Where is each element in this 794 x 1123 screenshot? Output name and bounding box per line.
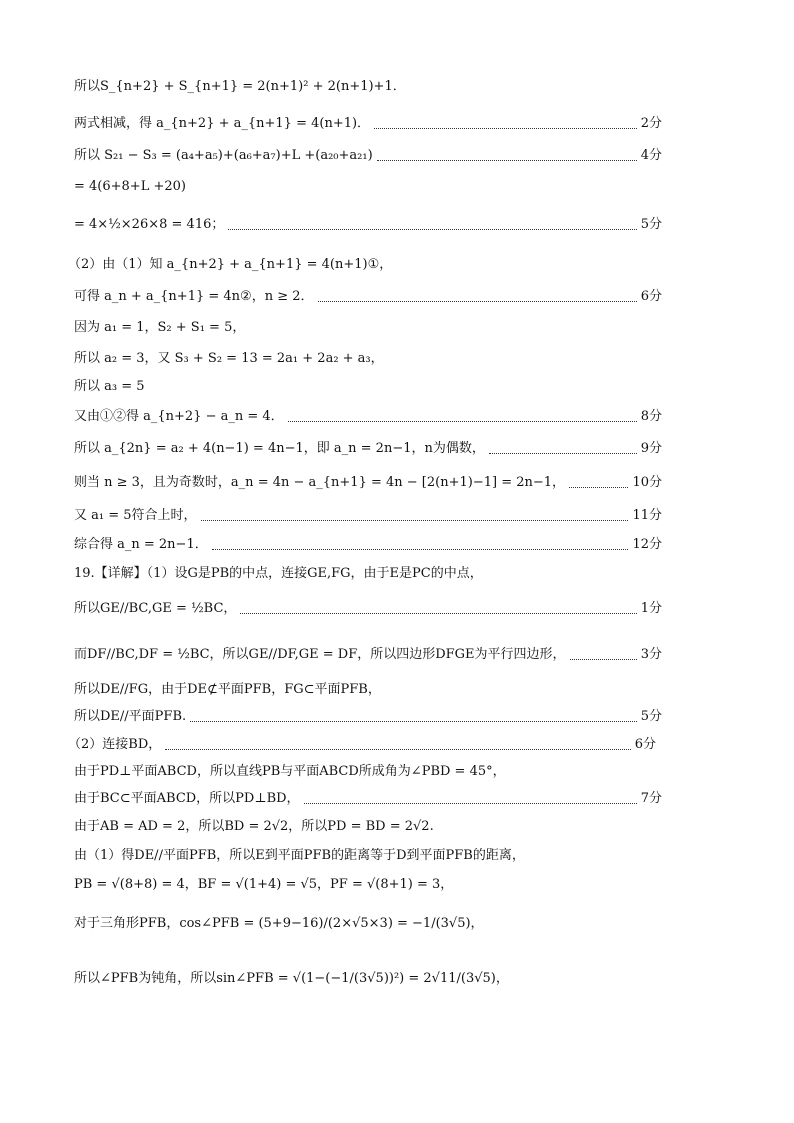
score-mark: 8分: [640, 409, 662, 424]
line-text: 对于三角形PFB，cos∠PFB = (5+9−16)/(2×√5×3) = −1/(3√5)，: [74, 916, 484, 931]
text-line-28: [74, 970, 662, 988]
text-line-25: [74, 847, 662, 865]
line-text: 所以S_{n+2} + S_{n+1} = 2(n+1)² + 2(n+1)+1．: [74, 79, 406, 94]
line-text: 所以DE//平面PFB.: [74, 709, 187, 724]
score-mark: 12分: [632, 537, 662, 552]
text-line-16: [74, 565, 662, 583]
text-line-13: [74, 474, 662, 492]
line-text: 由于AB = AD = 2，所以BD = 2√2，所以PD = BD = 2√2.: [74, 819, 434, 834]
dot-leader: [190, 721, 637, 722]
text-line-26: [74, 876, 662, 894]
score-mark: 10分: [632, 475, 662, 490]
dot-leader: [318, 301, 637, 302]
score-mark: 3分: [640, 647, 662, 662]
dot-leader: [240, 613, 636, 614]
dot-leader: [569, 487, 628, 488]
score-mark: 5分: [640, 709, 662, 724]
line-text: 综合得 a_n = 2n−1．: [74, 537, 208, 552]
score-mark: 9分: [640, 441, 662, 456]
line-text: （2）连接BD，: [68, 737, 162, 752]
score-mark: 2分: [640, 116, 662, 131]
dot-leader: [288, 421, 637, 422]
line-text: 由（1）得DE//平面PFB，所以E到平面PFB的距离等于D到平面PFB的距离，: [74, 848, 525, 863]
line-text: 又 a₁ = 5符合上时，: [74, 508, 197, 523]
text-line-2: [74, 115, 662, 133]
text-line-23: [74, 790, 662, 808]
text-line-12: [74, 440, 662, 458]
dot-leader: [377, 160, 637, 161]
line-text: 因为 a₁ = 1，S₂ + S₁ = 5，: [74, 320, 246, 335]
line-text: 又由①②得 a_{n+2} − a_n = 4．: [74, 409, 284, 424]
dot-leader: [212, 549, 629, 550]
score-mark: 6分: [640, 289, 662, 304]
score-mark: 7分: [640, 791, 662, 806]
line-text: （2）由（1）知 a_{n+2} + a_{n+1} = 4(n+1)①，: [68, 257, 393, 272]
text-line-11: [74, 408, 662, 426]
dot-leader: [228, 229, 636, 230]
line-text: = 4×½×26×8 = 416；: [74, 217, 225, 232]
line-text: 由于PD⊥平面ABCD，所以直线PB与平面ABCD所成角为∠PBD = 45°，: [74, 764, 506, 779]
dot-leader: [374, 128, 637, 129]
text-line-21: [68, 736, 656, 754]
line-text: 则当 n ≥ 3，且为奇数时，a_n = 4n − a_{n+1} = 4n − [2(n+1)−1] = 2n−1，: [74, 475, 566, 490]
text-line-18: [74, 646, 662, 664]
text-line-9: [74, 350, 662, 368]
score-mark: 6分: [634, 737, 656, 752]
line-text: 所以 a₃ = 5: [74, 379, 145, 394]
text-line-10: [74, 378, 662, 396]
score-mark: 5分: [640, 217, 662, 232]
line-text: 由于BC⊂平面ABCD，所以PD⊥BD，: [74, 791, 300, 806]
line-text: 两式相减，得 a_{n+2} + a_{n+1} = 4(n+1)．: [74, 116, 371, 131]
line-text: PB = √(8+8) = 4，BF = √(1+4) = √5，PF = √(8+1) = 3，: [74, 877, 454, 892]
text-line-22: [74, 763, 662, 781]
line-text: 而DF//BC,DF = ½BC，所以GE//DF,GE = DF，所以四边形DFGE为平行四边形，: [74, 647, 566, 662]
text-line-27: [74, 915, 662, 933]
text-line-20: [74, 708, 662, 726]
line-text: 19.【详解】（1）设G是PB的中点，连接GE,FG，由于E是PC的中点，: [74, 566, 483, 581]
text-line-6: [68, 256, 656, 274]
text-line-14: [74, 507, 662, 525]
dot-leader: [570, 659, 637, 660]
score-mark: 4分: [640, 148, 662, 163]
text-line-17: [74, 600, 662, 618]
dot-leader: [489, 453, 637, 454]
line-text: = 4(6+8+L +20): [74, 179, 186, 194]
text-line-15: [74, 536, 662, 554]
dot-leader: [201, 520, 629, 521]
dot-leader: [165, 749, 630, 750]
text-line-3: [74, 147, 662, 165]
line-text: 所以GE//BC,GE = ½BC，: [74, 601, 237, 616]
text-line-7: [74, 288, 662, 306]
text-line-8: [74, 319, 662, 337]
line-text: 所以 a_{2n} = a₂ + 4(n−1) = 4n−1，即 a_n = 2n−1，n为偶数，: [74, 441, 485, 456]
text-line-4: [74, 178, 662, 196]
text-line-19: [74, 681, 662, 699]
line-text: 可得 a_n + a_{n+1} = 4n②，n ≥ 2．: [74, 289, 314, 304]
text-line-1: [74, 78, 662, 96]
line-text: 所以 S₂₁ − S₃ = (a₄+a₅)+(a₆+a₇)+L +(a₂₀+a₂₁): [74, 148, 373, 163]
line-text: 所以DE//FG，由于DE⊄平面PFB，FG⊂平面PFB，: [74, 682, 381, 697]
text-line-5: [74, 216, 662, 234]
text-line-24: [74, 818, 662, 836]
score-mark: 11分: [632, 508, 662, 523]
dot-leader: [304, 803, 637, 804]
line-text: 所以∠PFB为钝角，所以sin∠PFB = √(1−(−1/(3√5))²) = 2√11/(3√5)，: [74, 971, 509, 986]
score-mark: 1分: [640, 601, 662, 616]
line-text: 所以 a₂ = 3，又 S₃ + S₂ = 13 = 2a₁ + 2a₂ + a₃，: [74, 351, 384, 366]
